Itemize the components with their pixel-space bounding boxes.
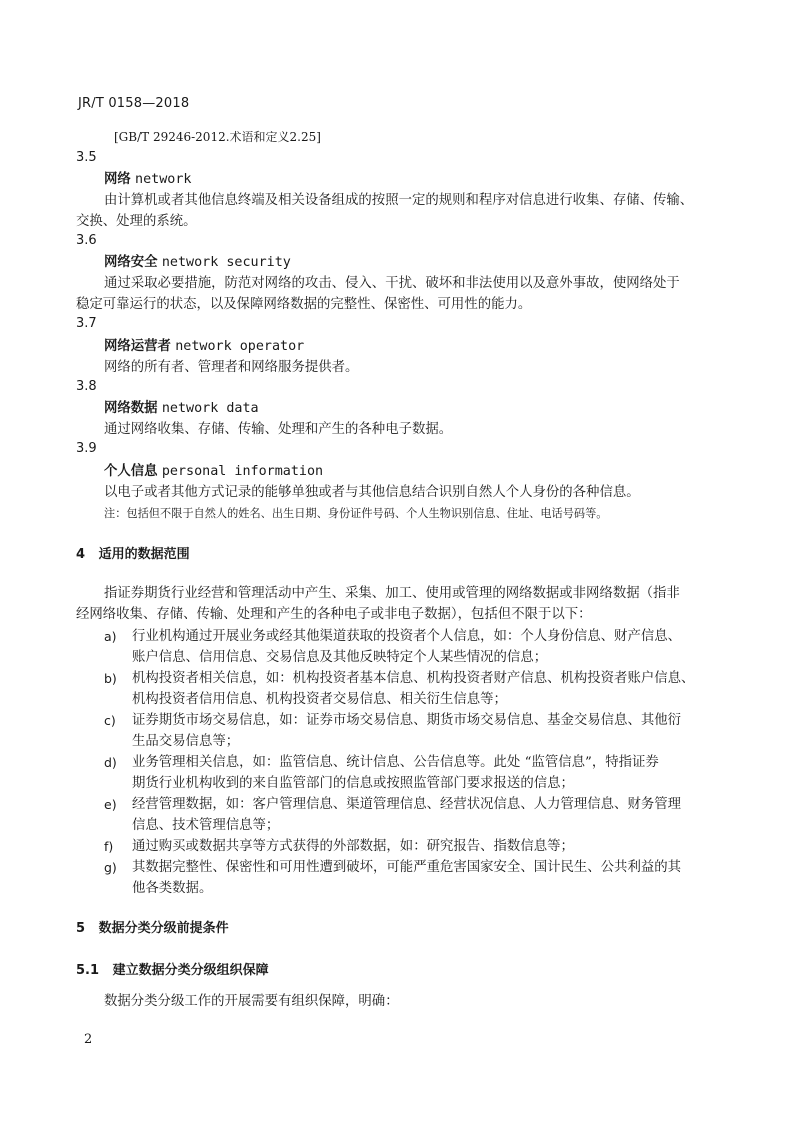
section-number: 5	[76, 921, 86, 936]
term-heading-network-security	[104, 253, 291, 273]
standard-code-header: JR/T 0158—2018	[78, 96, 190, 111]
list-item-text: 信息、技术管理信息等；	[132, 818, 280, 833]
list-item-label: g)	[104, 860, 117, 875]
term-heading-personal-information	[104, 462, 323, 482]
term-definition-line: 以电子或者其他方式记录的能够单独或者与其他信息结合识别自然人个人身份的各种信息。	[104, 485, 640, 500]
term-heading-network-data	[104, 399, 259, 419]
list-item-text: 机构投资者相关信息，如：机构投资者基本信息、机构投资者财产信息、机构投资者账户信息、	[132, 671, 695, 686]
subsection-5-1-heading	[76, 961, 269, 981]
section-4-intro: 经网络收集、存储、传输、处理和产生的各种电子或非电子数据），包括但不限于以下：	[76, 607, 592, 622]
section-number: 4	[76, 547, 86, 562]
list-item-label: f)	[104, 839, 114, 854]
list-item-label: d)	[104, 755, 117, 770]
list-item-text: 经营管理数据，如：客户管理信息、渠道管理信息、经营状况信息、人力管理信息、财务管理	[132, 797, 682, 812]
term-cn: 网络	[104, 172, 131, 187]
subsection-5-1-text: 数据分类分级工作的开展需要有组织保障，明确：	[104, 994, 399, 1009]
term-number-3-7: 3.7	[76, 316, 97, 331]
section-title: 数据分类分级前提条件	[98, 921, 229, 936]
subsection-title: 建立数据分类分级组织保障	[112, 963, 269, 978]
list-item-label: a)	[104, 629, 117, 644]
term-cn: 网络运营者	[104, 339, 171, 354]
list-item-text: 期货行业机构收到的来自监管部门的信息或按照监管部门要求报送的信息；	[132, 776, 574, 791]
section-4-intro: 指证券期货行业经营和管理活动中产生、采集、加工、使用或管理的网络数据或非网络数据（指非	[104, 586, 680, 601]
list-item-text: 通过购买或数据共享等方式获得的外部数据，如：研究报告、指数信息等；	[132, 839, 574, 854]
term-heading-network	[104, 170, 191, 190]
list-item-text: 其数据完整性、保密性和可用性遭到破坏，可能严重危害国家安全、国计民生、公共利益的其	[132, 860, 682, 875]
term-heading-network-operator	[104, 337, 304, 357]
section-5-heading	[76, 919, 229, 939]
term-en: network data	[161, 401, 259, 416]
term-number-3-6: 3.6	[76, 233, 97, 248]
section-4-heading	[76, 545, 190, 565]
term-definition-line: 交换、处理的系统。	[76, 214, 197, 229]
list-item-text: 生品交易信息等；	[132, 734, 240, 749]
term-cn: 个人信息	[104, 464, 158, 479]
list-item-text: 账户信息、信用信息、交易信息及其他反映特定个人某些情况的信息；	[132, 650, 548, 665]
page-number: 2	[84, 1032, 93, 1047]
term-en: personal information	[161, 464, 324, 479]
term-definition-line: 由计算机或者其他信息终端及相关设备组成的按照一定的规则和程序对信息进行收集、存储、传输、	[104, 193, 694, 208]
term-note: 注：包括但不限于自然人的姓名、出生日期、身份证件号码、个人生物识别信息、住址、电话号码等。	[104, 507, 608, 520]
list-item-text: 证券期货市场交易信息，如：证券市场交易信息、期货市场交易信息、基金交易信息、其他衍	[132, 713, 682, 728]
term-number-3-9: 3.9	[76, 441, 97, 456]
subsection-number: 5.1	[76, 963, 100, 978]
term-definition-line: 网络的所有者、管理者和网络服务提供者。	[104, 360, 359, 375]
list-item-text: 行业机构通过开展业务或经其他渠道获取的投资者个人信息，如：个人身份信息、财产信息、	[132, 629, 682, 644]
term-definition-line: 稳定可靠运行的状态，以及保障网络数据的完整性、保密性、可用性的能力。	[76, 297, 532, 312]
list-item-text: 业务管理相关信息，如：监管信息、统计信息、公告信息等。此处 “监管信息”，特指证券	[132, 755, 659, 770]
term-en: network security	[161, 255, 291, 270]
term-en: network	[135, 172, 192, 187]
term-en: network operator	[175, 339, 305, 354]
term-number-3-5: 3.5	[76, 150, 97, 165]
term-definition-line: 通过网络收集、存储、传输、处理和产生的各种电子数据。	[104, 422, 453, 437]
list-item-text: 机构投资者信用信息、机构投资者交易信息、相关衍生信息等；	[132, 692, 507, 707]
list-item-label: c)	[104, 713, 116, 728]
term-cn: 网络安全	[104, 255, 158, 270]
list-item-label: b)	[104, 671, 117, 686]
list-item-label: e)	[104, 797, 117, 812]
section-title: 适用的数据范围	[98, 547, 190, 562]
list-item-text: 他各类数据。	[132, 881, 213, 896]
term-definition-line: 通过采取必要措施，防范对网络的攻击、侵入、干扰、破坏和非法使用以及意外事故，使网络处于	[104, 276, 680, 291]
term-number-3-8: 3.8	[76, 379, 97, 394]
term-source-note: [GB/T 29246-2012.术语和定义2.25]	[114, 130, 321, 144]
term-cn: 网络数据	[104, 401, 158, 416]
